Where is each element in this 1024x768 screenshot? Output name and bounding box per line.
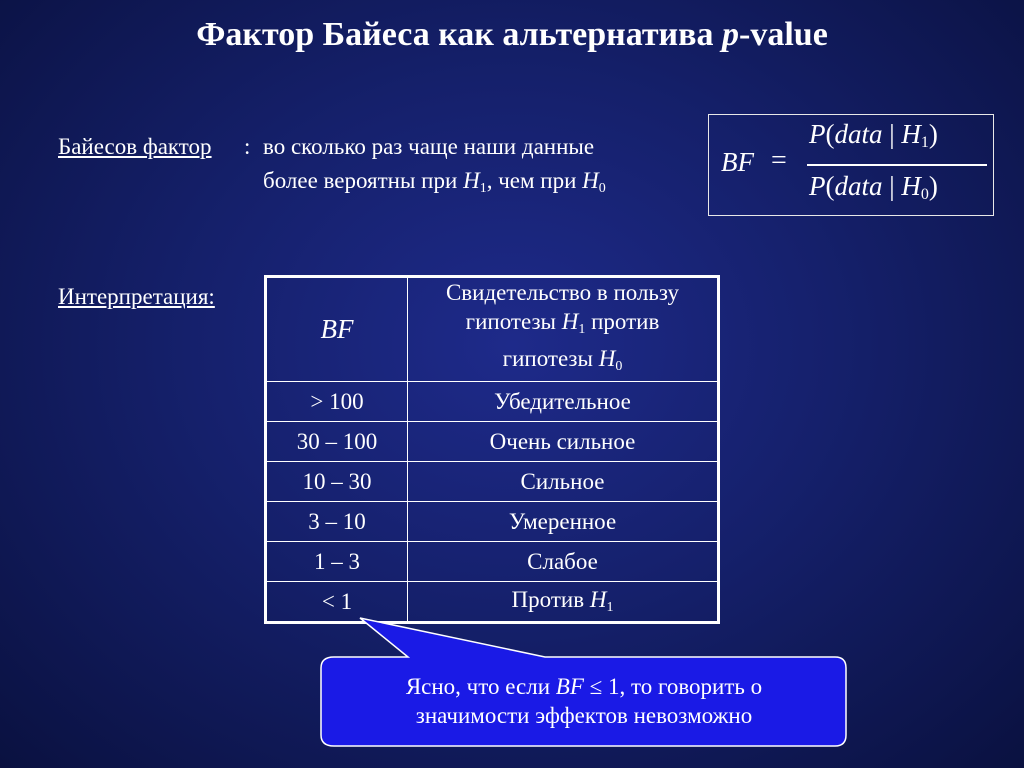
header-bf: BF: [266, 277, 408, 382]
definition-label: Байесов фактор: [58, 134, 212, 159]
formula-numerator: P(data | $H_1$): [809, 119, 938, 151]
row-bf-value: 1 – 3: [266, 542, 408, 582]
row-evidence: Очень сильное: [408, 422, 719, 462]
definition-line-1: во сколько раз чаще наши данные: [263, 134, 595, 159]
formula-equals: =: [771, 145, 787, 176]
row-bf-value: 3 – 10: [266, 502, 408, 542]
title-suffix: -value: [739, 16, 828, 53]
row-evidence: Сильное: [408, 462, 719, 502]
row-evidence: Умеренное: [408, 502, 719, 542]
title-text: Фактор Байеса как альтернатива: [196, 16, 723, 53]
title-p-italic: p: [722, 16, 740, 53]
row-evidence: Слабое: [408, 542, 719, 582]
row-bf-value: 30 – 100: [266, 422, 408, 462]
definition-line-2: более вероятны при $H_1$, чем при $H_0$: [263, 168, 606, 196]
row-bf-value: 10 – 30: [266, 462, 408, 502]
formula-denominator: P(data | $H_0$): [809, 171, 938, 203]
formula-lhs: BF: [721, 147, 754, 177]
header-evidence: Свидетельство в пользу гипотезы $H_1$ против гипотезы $H_0$: [408, 277, 719, 382]
definition-colon: :: [244, 134, 251, 159]
callout-text: Ясно, что если BF ≤ 1, то говорить о значимости эффектов невозможно: [405, 674, 763, 728]
row-bf-value: < 1: [266, 582, 408, 623]
row-evidence: Против $H_1$: [408, 582, 719, 623]
interpretation-label: Интерпретация:: [58, 284, 215, 309]
row-bf-value: > 100: [266, 382, 408, 422]
row-evidence: Убедительное: [408, 382, 719, 422]
